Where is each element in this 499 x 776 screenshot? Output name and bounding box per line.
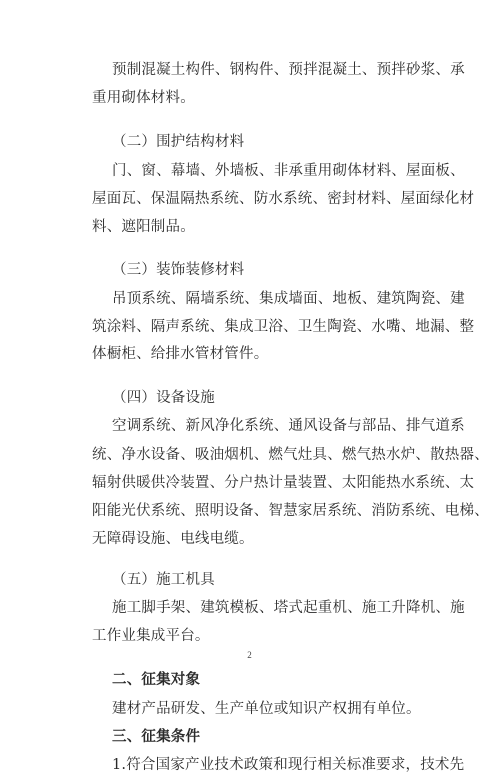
section-heading: 二、征集对象 (112, 672, 201, 688)
subsection-heading: （三）装饰装修材料 (112, 262, 245, 278)
body-text-line: 筑涂料、隔声系统、集成卫浴、卫生陶瓷、水嘴、地漏、整 (92, 319, 475, 335)
subsection-heading: （二）围护结构材料 (112, 134, 245, 150)
body-text-line: 门、窗、幕墙、外墙板、非承重用砌体材料、屋面板、 (112, 163, 465, 179)
body-text-line: 阳能光伏系统、照明设备、智慧家居系统、消防系统、电梯、 (92, 503, 489, 519)
body-text-line: 1.符合国家产业技术政策和现行相关标准要求，技术先 (112, 757, 465, 773)
body-text-line: 吊顶系统、隔墙系统、集成墙面、地板、建筑陶瓷、建 (112, 291, 465, 307)
body-text-line: 无障碍设施、电线电缆。 (92, 531, 254, 547)
body-text-line: 辐射供暖供冷装置、分户热计量装置、太阳能热水系统、太 (92, 475, 475, 491)
body-text-line: 预制混凝土构件、钢构件、预拌混凝土、预拌砂浆、承 (112, 62, 465, 78)
body-text-line: 屋面瓦、保温隔热系统、防水系统、密封材料、屋面绿化材 (92, 191, 475, 207)
subsection-heading: （四）设备设施 (112, 390, 215, 406)
body-text-line: 料、遮阳制品。 (92, 219, 195, 235)
body-text-line: 施工脚手架、建筑模板、塔式起重机、施工升降机、施 (112, 600, 465, 616)
body-text-line: 体橱柜、给排水管材管件。 (92, 346, 269, 362)
body-text-line: 工作业集成平台。 (92, 628, 210, 644)
subsection-heading: （五）施工机具 (112, 572, 215, 588)
section-heading: 三、征集条件 (112, 729, 201, 745)
body-text-line: 统、净水设备、吸油烟机、燃气灶具、燃气热水炉、散热器、 (92, 447, 489, 463)
body-text-line: 建材产品研发、生产单位或知识产权拥有单位。 (112, 701, 421, 717)
body-text-line: 空调系统、新风净化系统、通风设备与部品、排气道系 (112, 418, 465, 434)
body-text-line: 重用砌体材料。 (92, 90, 195, 106)
page-number: 2 (247, 650, 252, 660)
